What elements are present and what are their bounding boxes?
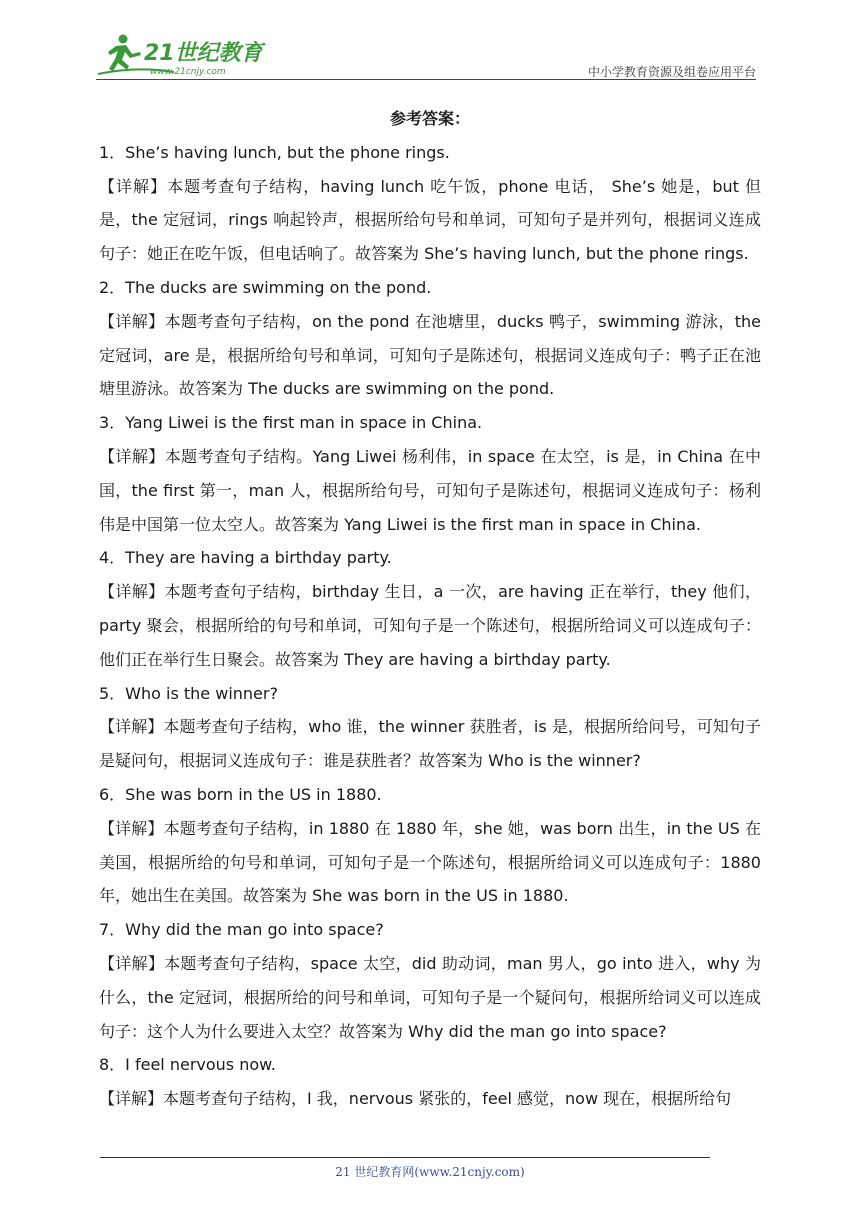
explanation-3: 【详解】本题考查句子结构。Yang Liwei 杨利伟，in space 在太空，is 是，in China 在中国，the first 第一，man 人，根据所给句号，可知句子是陈述句，根据词义连成句子：杨利伟是中国第一位太空人。故答案为 Yang Liwei is the first man in space in China. <box>99 446 761 534</box>
question-4: 4．They are having a birthday party. <box>99 548 392 568</box>
page-title: 参考答案： <box>389 109 470 128</box>
explanation-4: 【详解】本题考查句子结构，birthday 生日，a 一次，are having 正在举行，they 他们，party 聚会，根据所给的句号和单词，可知句子是一个陈述句，根据所给词义可以连成句子：他们正在举行生日聚会。故答案为 They are having a birthday party. <box>99 582 761 669</box>
question-3: 3．Yang Liwei is the first man in space in China. <box>99 413 483 433</box>
question-1: 1．She’s having lunch, but the phone rings. <box>99 142 450 162</box>
explanation-5: 【详解】本题考查句子结构，who 谁，the winner 获胜者，is 是，根据所给问号，可知句子是疑问句，根据词义连成句子：谁是获胜者？故答案为 Who is the winner? <box>99 717 761 771</box>
question-7: 7．Why did the man go into space? <box>99 920 384 940</box>
explanation-7: 【详解】本题考查句子结构，space 太空，did 助动词，man 男人，go into 进入，why 为什么，the 定冠词，根据所给的问号和单词，可知句子是一个疑问句，根据所给词义可以连成句子：这个人为什么要进入太空？故答案为 Why did the man go into space? <box>99 953 761 1041</box>
page-footer: 21 世纪教育网(www.21cnjy.com) <box>335 1165 525 1179</box>
footer-divider <box>100 1157 710 1158</box>
site-logo <box>96 30 266 78</box>
answer-content <box>99 102 761 1116</box>
svg-text:www.21cnjy.com: www.21cnjy.com <box>150 67 226 77</box>
question-6: 6．She was born in the US in 1880. <box>99 784 382 804</box>
explanation-2: 【详解】本题考查句子结构，on the pond 在池塘里，ducks 鸭子，swimming 游泳，the 定冠词，are 是，根据所给句号和单词，可知句子是陈述句，根据词义连成句子：鸭子正在池塘里游泳。故答案为 The ducks are swimming on the pond. <box>99 311 761 399</box>
platform-name: 中小学教育资源及组卷应用平台 <box>587 65 756 79</box>
question-5: 5．Who is the winner? <box>99 683 278 703</box>
svg-text:21世纪教育: 21世纪教育 <box>144 41 263 66</box>
page-header <box>96 30 756 80</box>
header-divider <box>96 79 756 80</box>
question-8: 8．I feel nervous now. <box>99 1055 276 1075</box>
question-2: 2．The ducks are swimming on the pond. <box>99 277 432 297</box>
explanation-6: 【详解】本题考查句子结构，in 1880 在 1880 年，she 她，was born 出生，in the US 在美国，根据所给的句号和单词，可知句子是一个陈述句，根据所给词义可以连成句子：1880 年，她出生在美国。故答案为 She was born in the US in 1880. <box>99 818 761 906</box>
explanation-8: 【详解】本题考查句子结构，I 我，nervous 紧张的，feel 感觉，now 现在，根据所给句 <box>99 1089 732 1109</box>
explanation-1: 【详解】本题考查句子结构，having lunch 吃午饭，phone 电话， She’s 她是，but 但是，the 定冠词，rings 响起铃声，根据所给句号和单词，可知句子是并列句，根据词义连成句子：她正在吃午饭，但电话响了。故答案为 She’s having lunch, but the phone rings. <box>99 176 761 264</box>
